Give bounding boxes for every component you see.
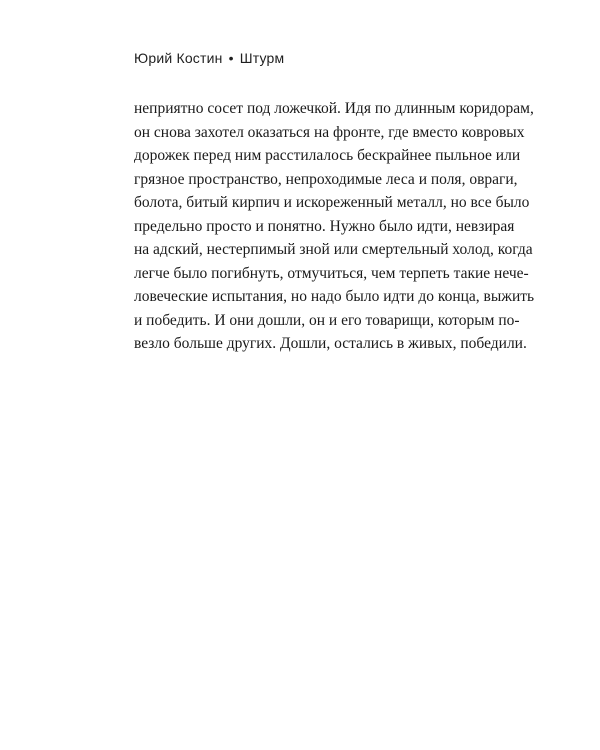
text-line: предельно просто и понятно. Нужно было идти, невзирая [134,217,515,235]
text-line: болота, битый кирпич и искореженный металл, но все было [134,194,530,211]
text-line: везло больше других. Дошли, остались в живых, победили. [134,335,527,352]
running-head-separator: • [228,50,234,66]
body-paragraph [134,97,535,356]
text-line: он снова захотел оказаться на фронте, где вместо ковровых [134,123,525,141]
text-line: и победить. И они дошли, он и его товарищи, которым по- [134,311,520,329]
text-line: ловеческие испытания, но надо было идти до конца, выжить [134,288,535,305]
running-head-title: Штурм [239,50,285,66]
text-line: грязное пространство, непроходимые леса и поля, овраги, [134,170,518,188]
running-head [134,50,284,66]
text-line: легче было погибнуть, отмучиться, чем терпеть такие нече- [134,264,529,282]
running-head-author: Юрий Костин [134,50,223,66]
text-line: неприятно сосет под ложечкой. Идя по длинным коридорам, [134,100,534,117]
text-line: дорожек перед ним расстилалось бескрайнее пыльное или [134,147,521,164]
text-line: на адский, нестерпимый зной или смертельный холод, когда [134,241,533,258]
